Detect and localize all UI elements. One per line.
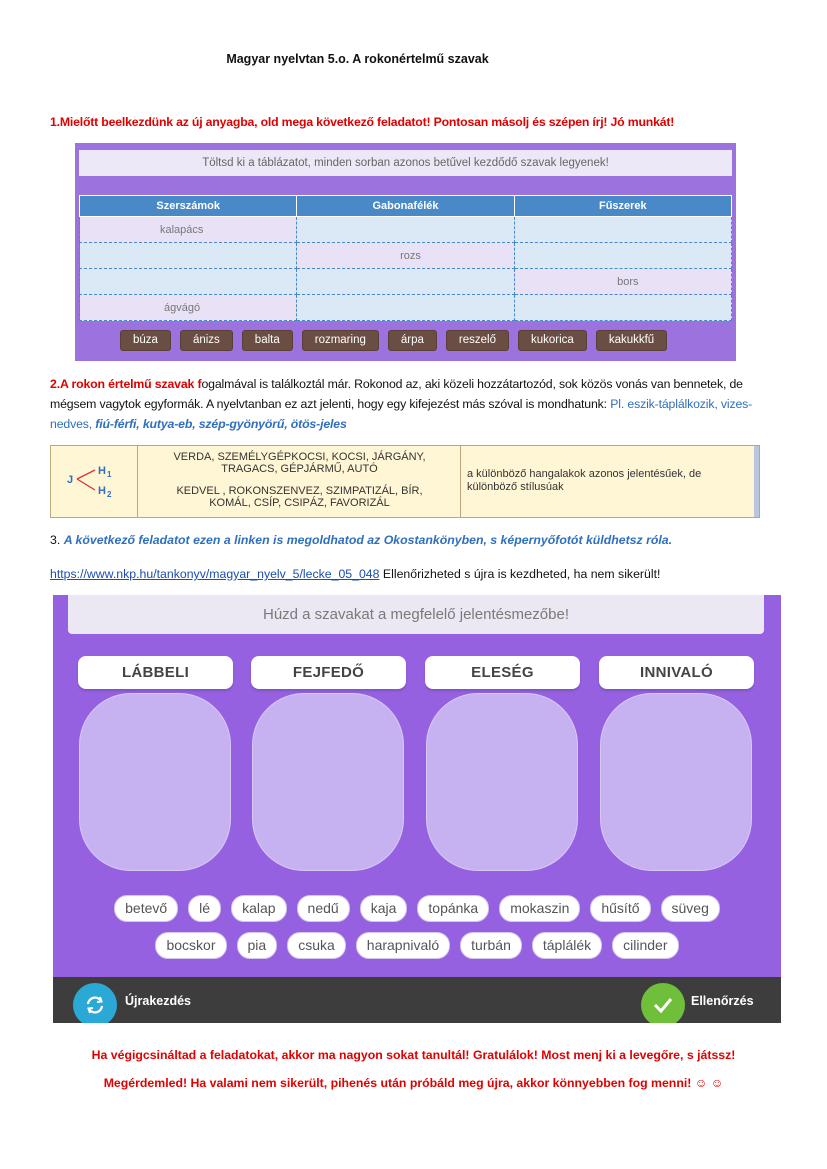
word-chip[interactable]: pia	[237, 932, 278, 959]
task1-instruction: 1.Mielőtt beelkezdünk az új anyagba, old mega következő feladatot! Pontosan másolj és szépen írj! Jó munkát!	[50, 115, 675, 129]
synonym-line: VERDA, SZEMÉLYGÉPKOCSI, KOCSI, JÁRGÁNY,	[173, 451, 426, 463]
table-cell[interactable]	[297, 295, 514, 321]
exercise1-table	[79, 195, 732, 321]
box-edge	[754, 446, 759, 517]
synonym-line: KOMÁL, CSÍP, CSIPÁZ, FAVORIZÁL	[209, 497, 390, 509]
nkp-link[interactable]: https://www.nkp.hu/tankonyv/magyar_nyelv_5/lecke_05_048	[50, 567, 380, 581]
table-cell[interactable]: kalapács	[80, 217, 297, 243]
category-labbeli: LÁBBELI	[78, 656, 233, 689]
word-chip[interactable]: kaja	[360, 895, 408, 922]
link-after-text: Ellenőrizheted s újra is kezdheted, ha nem sikerült!	[379, 567, 661, 581]
section2-text	[50, 374, 778, 434]
word-chip[interactable]: süveg	[661, 895, 720, 922]
word-chip[interactable]: reszelő	[446, 330, 509, 351]
drop-zone-innivalo[interactable]	[600, 693, 752, 871]
closing-text	[0, 1041, 827, 1097]
table-cell[interactable]	[514, 295, 731, 321]
word-chip[interactable]: árpa	[388, 330, 437, 351]
category-fejfedo: FEJFEDŐ	[251, 656, 406, 689]
word-chip[interactable]: búza	[120, 330, 171, 351]
section2-body: ogalmával is találkoztál már. Rokonod az, aki közeli hozzátartozód, sok közös vonás van bennetek, de mégsem vagytok egyformák. A nyelvtanban ez azt jelenti, hogy egy kifejezést más szóval is mondhatunk:	[50, 377, 743, 411]
word-chip[interactable]: lé	[188, 895, 221, 922]
word-chip[interactable]: betevő	[114, 895, 178, 922]
word-chip[interactable]: topánka	[417, 895, 489, 922]
word-chip[interactable]: kukorica	[518, 330, 587, 351]
table-row	[80, 269, 732, 295]
checkmark-icon	[641, 983, 685, 1023]
word-chip[interactable]: csuka	[287, 932, 346, 959]
refresh-icon	[73, 983, 117, 1023]
section3-text	[50, 533, 672, 547]
word-chip[interactable]: cilinder	[612, 932, 678, 959]
synonym-symbol	[51, 446, 138, 517]
column-header: Szerszámok	[80, 196, 297, 217]
drop-zone-eleseg[interactable]	[426, 693, 578, 871]
drop-zone-labbeli[interactable]	[79, 693, 231, 871]
link-line	[50, 567, 660, 581]
synonym-line: KEDVEL , ROKONSZENVEZ, SZIMPATIZÁL, BÍR,	[176, 485, 423, 497]
synonym-line: TRAGACS, GÉPJÁRMŰ, AUTÓ	[221, 463, 378, 475]
h2-label: H	[98, 485, 106, 497]
exercise3-instruction: Húzd a szavakat a megfelelő jelentésmezőbe!	[68, 595, 764, 634]
table-cell[interactable]	[297, 217, 514, 243]
synonym-description: a különböző hangalakok azonos jelentésűek, de különböző stílusúak	[467, 468, 702, 493]
h1-subscript: 1	[107, 470, 112, 479]
word-bank	[120, 330, 667, 351]
table-cell[interactable]	[514, 217, 731, 243]
word-chip[interactable]: harapnivaló	[356, 932, 450, 959]
exercise1-widget	[75, 143, 736, 361]
table-row	[80, 295, 732, 321]
word-chip[interactable]: kalap	[231, 895, 286, 922]
word-chip[interactable]: nedű	[297, 895, 350, 922]
table-cell[interactable]: bors	[514, 269, 731, 295]
word-chip[interactable]: rozmaring	[302, 330, 379, 351]
word-chip[interactable]: turbán	[460, 932, 522, 959]
table-cell[interactable]	[80, 243, 297, 269]
table-cell[interactable]	[514, 243, 731, 269]
word-chip[interactable]: bocskor	[155, 932, 226, 959]
section2-heading: 2.A rokon értelmű szavak f	[50, 377, 202, 391]
drop-zone-fejfedo[interactable]	[252, 693, 404, 871]
column-header: Fűszerek	[514, 196, 731, 217]
table-cell[interactable]	[297, 269, 514, 295]
word-chip[interactable]: táplálék	[532, 932, 602, 959]
exercise3-footer	[53, 977, 781, 1023]
category-eleseg: ELESÉG	[425, 656, 580, 689]
exercise1-instruction: Töltsd ki a táblázatot, minden sorban azonos betűvel kezdődő szavak legyenek!	[79, 150, 732, 176]
section2-examples: Pl. eszik-táplálkozik, vizes-nedves,	[50, 397, 753, 431]
section2-examples-bold: fiú-férfi, kutya-eb, szép-gyönyörű, ötös-jeles	[95, 417, 347, 431]
check-button[interactable]	[641, 983, 754, 1023]
table-cell[interactable]: rozs	[297, 243, 514, 269]
synonym-examples	[139, 446, 461, 517]
restart-label: Újrakezdés	[125, 994, 192, 1008]
check-label: Ellenőrzés	[691, 994, 754, 1008]
table-row	[80, 243, 732, 269]
section3-instruction: A következő feladatot ezen a linken is megoldhatod az Okostankönyben, s képernyőfotót küldhetsz róla.	[63, 533, 673, 547]
section3-number: 3.	[50, 533, 64, 547]
table-cell[interactable]: ágvágó	[80, 295, 297, 321]
word-chip[interactable]: balta	[242, 330, 293, 351]
synonym-diagram	[50, 445, 760, 518]
word-chip[interactable]: hűsítő	[590, 895, 650, 922]
word-chip[interactable]: kakukkfű	[596, 330, 667, 351]
word-chip[interactable]: mokaszin	[499, 895, 580, 922]
table-row	[80, 217, 732, 243]
category-innivalo: INNIVALÓ	[599, 656, 754, 689]
restart-button[interactable]	[73, 983, 191, 1023]
closing-line: Ha végigcsináltad a feladatokat, akkor ma nagyon sokat tanultál! Gratulálok! Most menj ki a levegőre, s játssz!	[91, 1048, 736, 1062]
h1-label: H	[98, 465, 106, 477]
branch-arrows-icon	[51, 446, 138, 517]
column-header: Gabonafélék	[297, 196, 514, 217]
word-chip[interactable]: ánizs	[180, 330, 233, 351]
j-label: J	[67, 474, 74, 486]
closing-line: Megérdemled! Ha valami nem sikerült, pihenés után próbáld meg újra, akkor könnyebben fog menni! ☺ ☺	[103, 1076, 724, 1090]
table-cell[interactable]	[80, 269, 297, 295]
h2-subscript: 2	[107, 490, 112, 499]
page-title: Magyar nyelvtan 5.o. A rokonértelmű szavak	[226, 52, 489, 66]
exercise3-widget	[53, 595, 781, 1023]
